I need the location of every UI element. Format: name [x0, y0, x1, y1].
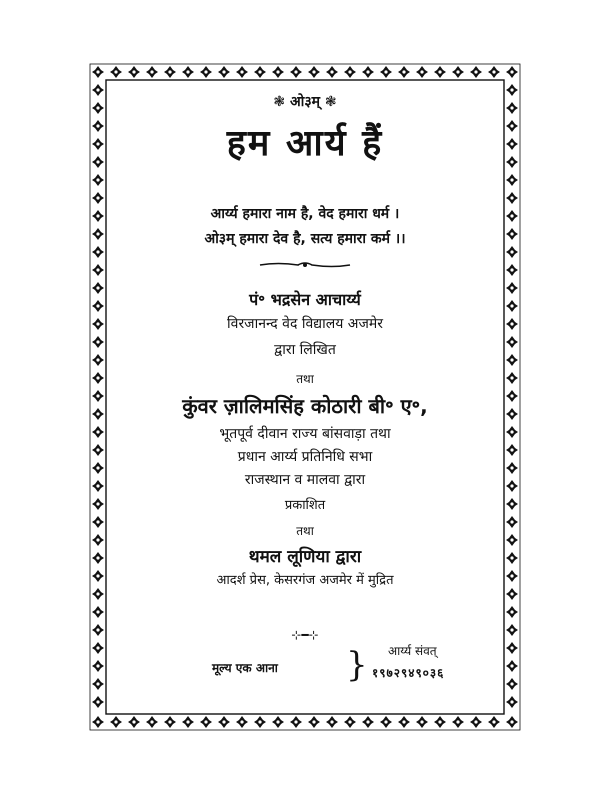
om-invocation: ❃ ओ३म् ❃ [273, 94, 337, 110]
samvat-number: १९७२९४९०३६ [372, 666, 445, 680]
couplet-line-1: आर्य्य हमारा नाम है, वेद हमारा धर्म । [210, 206, 400, 222]
and-separator-2: तथा [296, 524, 314, 538]
curly-brace: } [346, 645, 368, 685]
press-line: आदर्श प्रेस, केसरगंज अजमेर में मुद्रित [216, 573, 394, 588]
publisher-line-4: राजस्थान व मालवा द्वारा [244, 472, 366, 488]
cover-content [88, 62, 522, 732]
written-by: द्वारा लिखित [274, 342, 336, 358]
printer-name: थमल लूणिया द्वारा [248, 547, 362, 567]
and-separator-1: तथा [296, 372, 314, 386]
book-title: हम आर्य हैं [226, 123, 384, 164]
author-name: पं॰ भद्रसेन आचार्य्य [249, 290, 361, 309]
published-label: प्रकाशित [284, 498, 326, 513]
price: मूल्य एक आना [212, 661, 278, 675]
samvat-label: आर्य्य संवत् [388, 644, 437, 658]
publisher-name: कुंवर ज़ालिमसिंह कोठारी बी॰ ए॰, [182, 394, 428, 418]
ornament-symbol: ⊹━⊹ [291, 628, 319, 642]
couplet-line-2: ओ३म् हमारा देव है, सत्य हमारा कर्म ।। [204, 231, 406, 247]
decorative-frame [88, 62, 522, 732]
ornamental-divider [258, 260, 352, 270]
author-institution: विरजानन्द वेद विद्यालय अजमेर [227, 316, 383, 332]
publisher-line-2: भूतपूर्व दीवान राज्य बांसवाड़ा तथा [219, 426, 391, 442]
publisher-line-3: प्रधान आर्य्य प्रतिनिधि सभा [237, 449, 373, 465]
